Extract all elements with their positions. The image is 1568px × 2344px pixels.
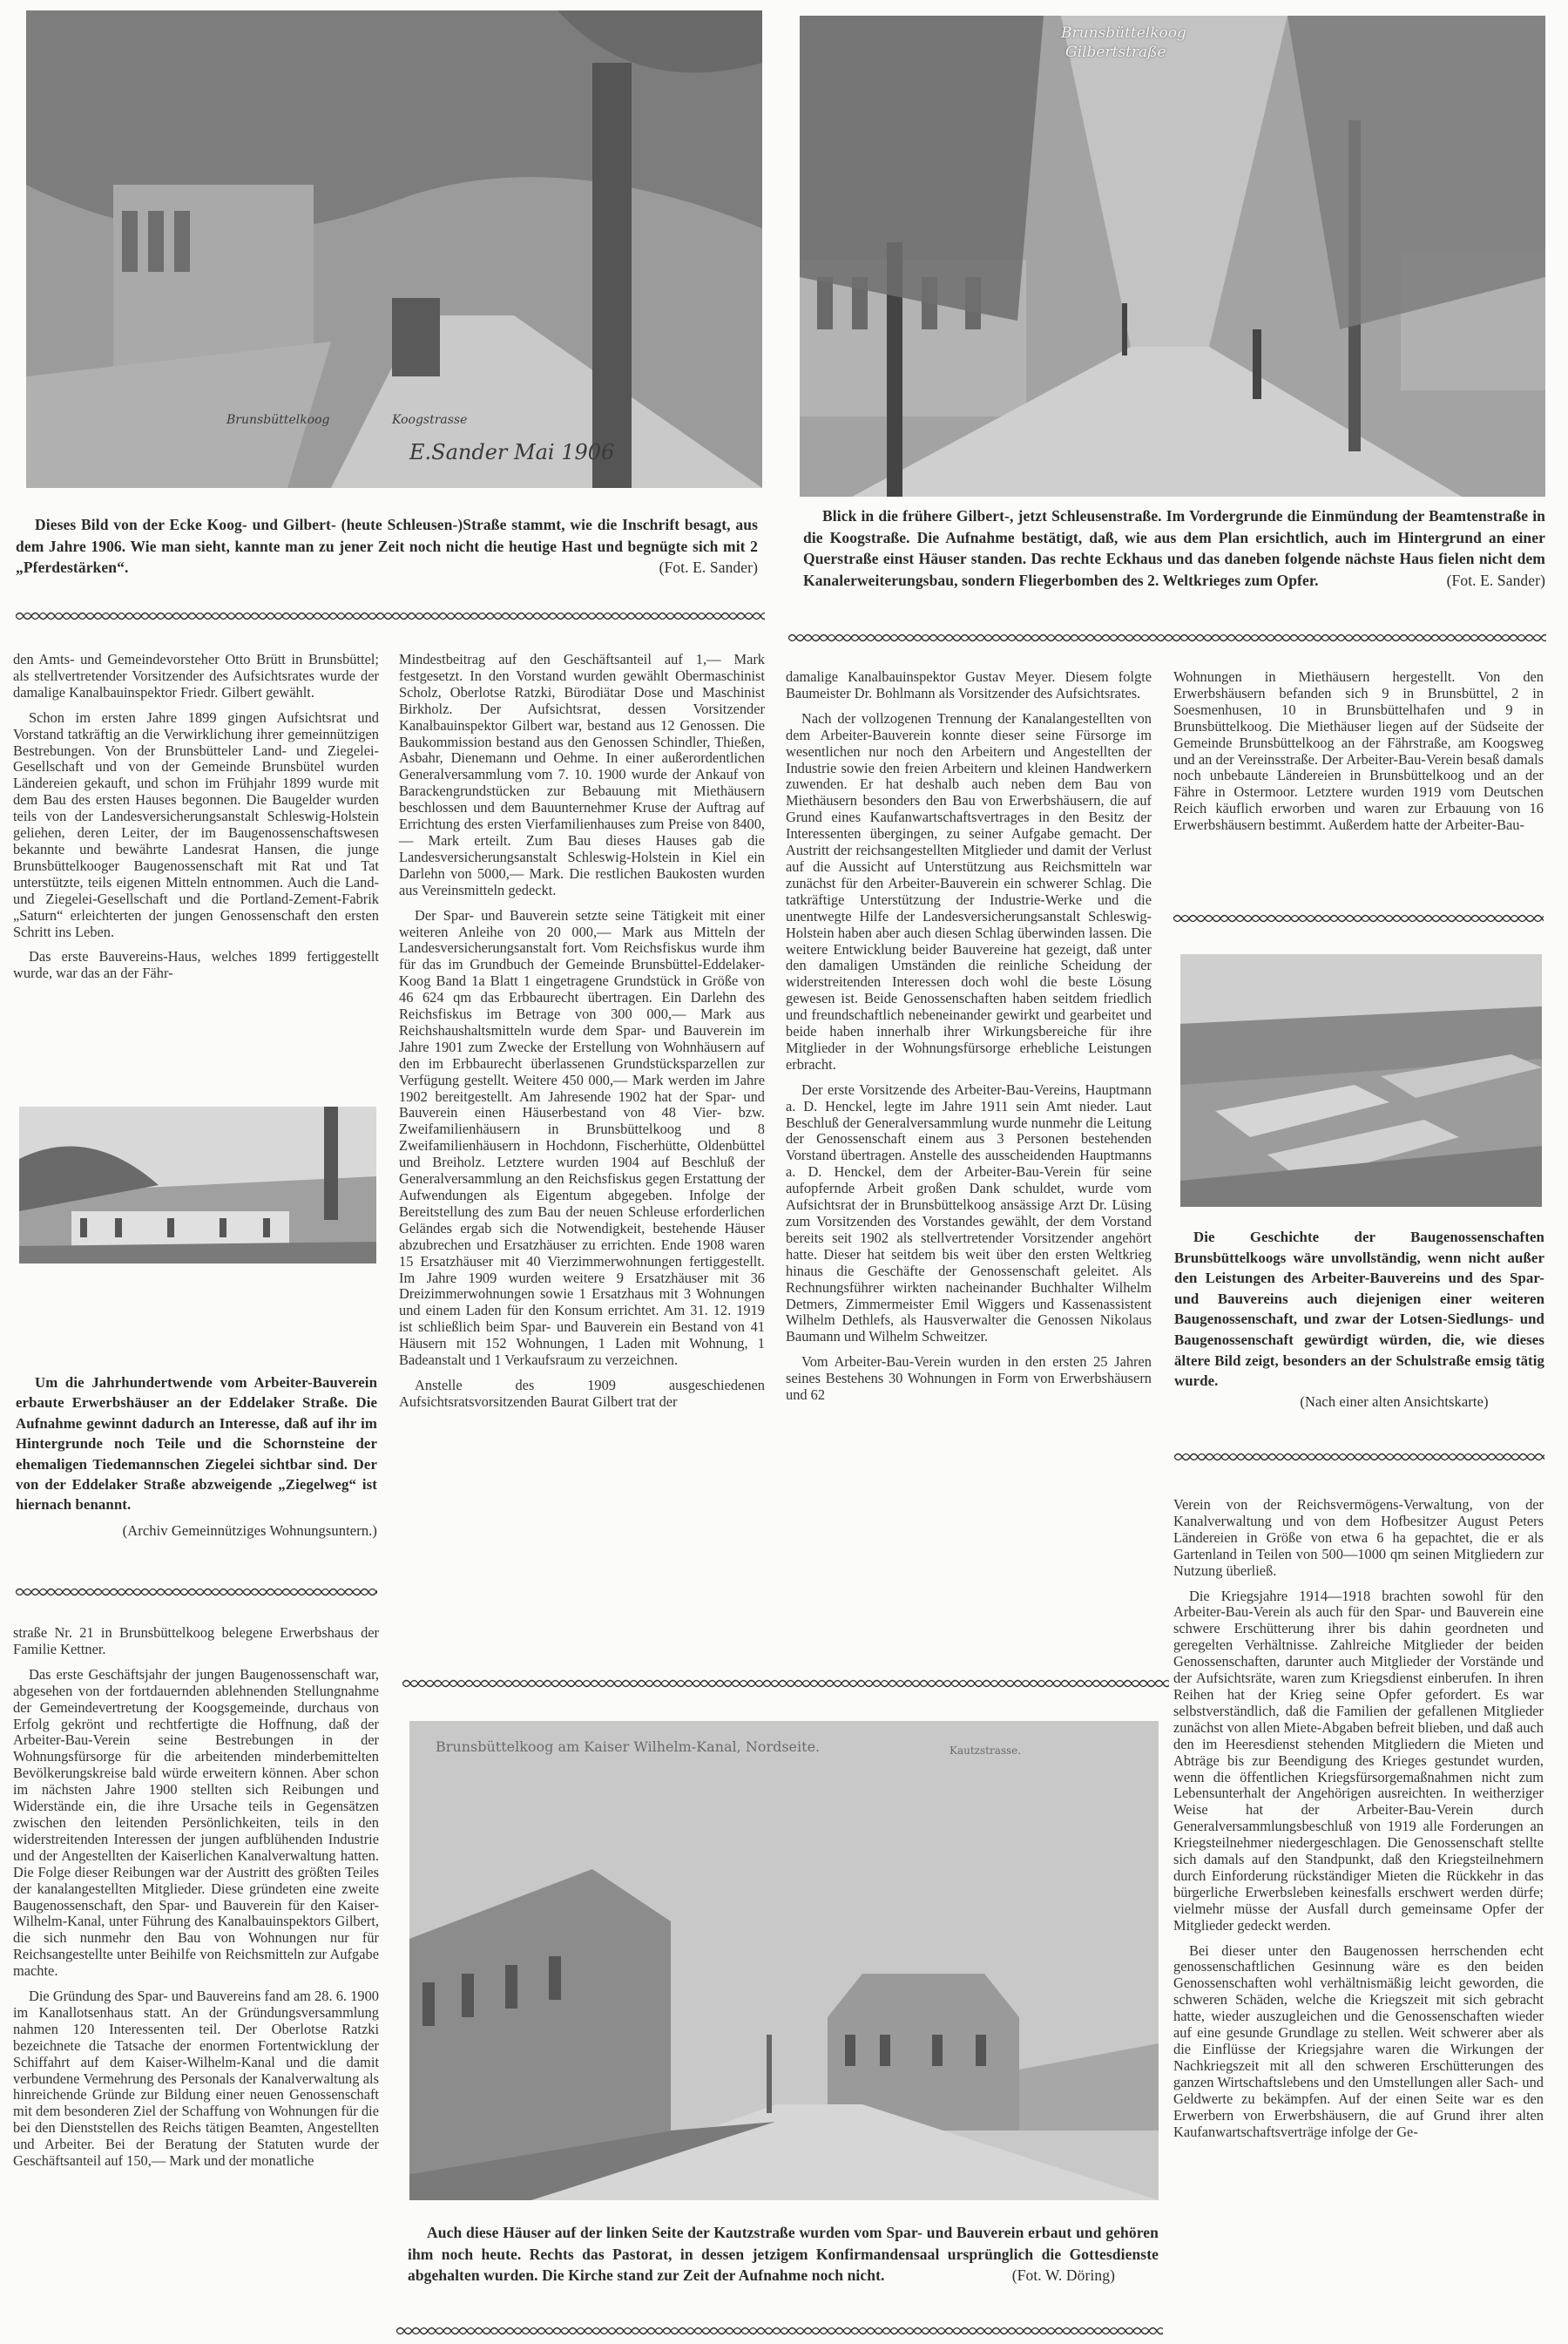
paragraph: Der Spar- und Bauverein setzte seine Tätigkeit mit einer weiteren Anleihe von 20 000,— Mark aus Mitteln der Landesversicherungsanstalt fort. Vom Reichsfiskus wurde ihm für das im Grundbuch der Gemeinde Brunsbüttel-Eddelaker-Koog Band 1a Blatt 1 eingetragene Grundstück in Größe von 46 624 qm das Erbbaurecht übertragen. Ein Darlehn des Reichsfiskus im Betrage von 300 000,— Mark aus Reichshaushaltsmitteln wurde dem Spar- und Bauverein im Jahre 1901 zum Zwecke der Erstellung von Wohnhäusern auf den im Erbbaurecht überlassenen Grundstücksparzellen zur Verfügung gestellt. Weitere 450 000,— Mark werden im Jahre 1902 bereitgestellt. Am Jahresende 1902 hat der Spar- und Bauverein einen Häuserbestand von 48 Vier- bzw. Zweifamilienhäusern in Brunsbüttelkoog und 8 Zweifamilienhäusern in Hochdonn, Fischerhütte, Oldenbüttel und Breiholz. Letztere wurden 1904 auf Beschluß der Generalversammlung an den Reichsfiskus gegen Erstattung der Aufwendungen als Eigentum abgegeben. Infolge der Bereitstellung des zum Bau der neuen Schleuse erforderlichen Geländes ergab sich die Notwendigkeit, bestehende Häuser abzubrechen und Ersatzhäuser zu errichten. Ende 1908 waren 15 Ersatzhäuser mit 40 Vierzimmerwohnungen fertiggestellt. Im Jahre 1909 wurden weitere 9 Ersatzhäuser mit 36 Dreizimmerwohnungen sowie 1 Ersatzhaus mit 3 Wohnungen und einem Laden für den Konsum errichtet. Am 31. 12. 1919 ist schließlich beim Spar- und Bauverein ein Bestand von 41 Häusern mit 152 Wohnungen, 1 Laden mit Wohnung, 1 Badeanstalt und 1 Verkaufsraum zu verzeichnen. (399, 906, 765, 1369)
ornamental-divider (396, 2325, 1163, 2337)
ornamental-divider (1173, 912, 1544, 925)
aerial-town-illustration (1180, 954, 1542, 1207)
article-column-1-bottom (13, 1625, 379, 2178)
photo-credit: (Archiv Gemeinnütziges Wohnungsuntern.) (122, 1521, 377, 1539)
photo-label-place: Brunsbüttelkoog am Kaiser Wilhelm-Kanal, Nordseite. (436, 1738, 821, 1755)
paragraph: Schon im ersten Jahre 1899 gingen Aufsichtsrat und Vorstand tatkräftig an die Verwirklichung ihrer gemeinnützigen Bestrebungen. Von der Brunsbütteler Land- und Ziegelei-Gesellschaft und von der Gemeinde Brunsbütel wurden Ländereien gekauft, und schon im Frühjahr 1899 wurde mit dem Bau des ersten Hauses begonnen. Die Baugelder wurden teils von der Landesversicherungsanstalt Schleswig-Holstein geliehen, deren Leiter, der im Baugenossenschaftswesen bekannte und bewährte Landesrat Hansen, die junge Brunsbüttelkooger Baugenossenschaft mit Rat und Tat unterstützte, teils eigenen Mitteln entnommen. Auch die Land- und Ziegelei-Gesellschaft und die Portland-Zement-Fabrik „Saturn“ erleichterten der jungen Genossenschaft den ersten Schritt ins Leben. (13, 708, 379, 940)
ornamental-divider (16, 610, 765, 622)
paragraph: straße Nr. 21 in Brunsbüttelkoog belegene Erwerbshaus der Familie Kettner. (13, 1624, 379, 1657)
caption-text: Dieses Bild von der Ecke Koog- und Gilbert- (heute Schleusen-)Straße stammt, wie die Inschrift besagt, aus dem Jahre 1906. Wie man sieht, kannte man zu jener Zeit noch nicht die heutige Hast und begnügte sich mit 2 „Pferdestärken“. (16, 516, 758, 576)
ornamental-divider (1174, 1451, 1544, 1463)
paragraph: Der erste Vorsitzende des Arbeiter-Bau-Vereins, Hauptmann a. D. Henckel, legte im Jahre 1911 sein Amt nieder. Laut Beschluß der Generalversammlung wurde nunmehr die Leitung der Genossenschaft einem aus 3 Personen bestehenden Vorstand übertragen. Anstelle des ausscheidenden Hauptmanns a. D. Henckel, dem der Arbeiter-Bau-Verein für seine aufopfernde Arbeit großen Dank schuldet, wurde vom Aufsichtsrat der in Brunsbüttelkoog ansässige Arzt Dr. Lüsing zum Vorsitzenden des Vorstandes gewählt, der dem Vorstand bereits seit 1902 als stellvertretender Vorsitzender angehört hatte. Dieser hat seitdem bis weit über den ersten Weltkrieg hinaus die Geschäfte der Genossenschaft geleitet. Als Rechnungsführer wirkten nacheinander Buchhalter Wilhelm Detmers, Zimmermeister Emil Wiggers und Kassenassistent Wilhelm Dethlefs, als Hausverwalter die Genossen Nikolaus Baumann und Wilhelm Schweitzer. (786, 1081, 1152, 1345)
paragraph: Nach der vollzogenen Trennung der Kanalangestellten von dem Arbeiter-Bauverein konnte dieser seine Fürsorge im wesentlichen nur noch den Arbeitern und Angestellten der Industrie sowie den freien Arbeitern und kleinen Handwerkern zuwenden. Er hat deshalb auch neben dem Bau von Miethäusern besonders den Bau von Erwerbshäusern, die auf Grund eines Kaufanwartschaftsvertrages in den Besitz der Interessenten übergingen, zu seiner Aufgabe gemacht. Der Austritt der reichsangestellten Mitglieder und damit der Verlust auf die Aussicht auf Unterstützung aus Reichsmitteln war zunächst für den Arbeiter-Bauverein ein schwerer Schlag. Die tatkräftige Unterstützung der Industrie-Werke und die unentwegte Hilfe der Landesversicherungsanstalt Schleswig-Holstein haben aber auch diesen Schlag überwinden lassen. Die weitere Entwicklung beider Bauvereine hat gezeigt, daß unter den damaligen Umständen die reinliche Scheidung der widerstreitenden Interessen doch wohl die beste Lösung gewesen ist. Beide Genossenschaften haben seitdem friedlich und freundschaftlich nebeneinander gewirkt und gearbeitet und beide haben innerhalb ihrer Wirkungsbereiche für ihre Mitglieder in der Wohnungsfürsorge erhebliche Leistungen erbracht. (786, 709, 1152, 1073)
photo-label-street: Gilbertstraße (1065, 44, 1166, 61)
caption-text: Die Geschichte der Baugenossenschaften Brunsbüttelkoogs wäre unvollständig, wenn nicht außer den Leistungen des Arbeiter-Bauvereins und des Spar- und Bauvereins auch diejenigen einer weiteren Baugenossenschaft, und zwar der Lotsen-Siedlungs- und Baugenossenschaft gewürdigt würden, die, wie dieses ältere Bild zeigt, besonders an der Schulstraße emsig tätig wurde. (1174, 1229, 1544, 1390)
ornamental-divider (16, 1586, 377, 1598)
caption-kautzstrasse (408, 2222, 1159, 2286)
caption-text: Um die Jahrhundertwende vom Arbeiter-Bauverein erbaute Erwerbshäuser an der Eddelaker Straße. Die Aufnahme gewinnt dadurch an Interesse, daß auf ihr im Hintergrunde noch Teile und die Schornsteine der ehemaligen Tiedemannschen Ziegelei sichtbar sind. Der von der Eddelaker Straße abzweigende „Ziegelweg“ ist hiernach benannt. (16, 1374, 377, 1514)
caption-koogstrasse (16, 514, 758, 579)
ornamental-divider (402, 1677, 1169, 1690)
paragraph: Verein von der Reichsvermögens-Verwaltung, von der Kanalverwaltung und von dem Hofbesitzer August Peters Ländereien in Größe von etwa 6 ha gepachtet, die er als Gartenland in Teilen von 500—1000 qm seinen Mitgliedern zur Nutzung überließ. (1173, 1496, 1544, 1579)
photo-gilbertstrasse (800, 16, 1545, 497)
caption-gilbertstrasse (803, 505, 1545, 591)
ornamental-divider (788, 632, 1546, 644)
houses-illustration (19, 1107, 376, 1263)
caption-eddelaker-strasse (16, 1372, 377, 1541)
photo-kautzstrasse (409, 1721, 1159, 2200)
paragraph: Das erste Geschäftsjahr der jungen Baugenossenschaft war, abgesehen von der fortdauernden ablehnenden Stellungnahme der Gemeindevertretung der Koogsgemeinde, durchaus von Erfolg gekrönt und rechtfertigte die Hoffnung, daß der Arbeiter-Bau-Verein seine Bestrebungen in der Wohnungsfürsorge für die arbeitenden minderbemittelten Bevölkerungskreise bald würde erweitern können. Aber schon im nächsten Jahre 1900 stellten sich Reibungen und Widerstände ein, die ihre Ursache teils in Gegensätzen zwischen den leitenden Persönlichkeiten, teils in den widerstreitenden Interessen der jungen aufblühenden Industrie und der Angestellten der Kaiserlichen Kanalverwaltung hatten. Die Folge dieser Reibungen war der Austritt des größten Teiles der kanalangestellten Mitglieder. Diese gründeten eine zweite Baugenossenschaft, den Spar- und Bauverein für den Kaiser-Wilhelm-Kanal, unter Führung des Kanalbauinspektors Gilbert, die sich nunmehr den Bau von Wohnungen nur für Reichsangestellte unter Beihilfe von Reichsmitteln zur Aufgabe machte. (13, 1665, 379, 1980)
photo-credit: (Fot. E. Sander) (1446, 571, 1545, 589)
paragraph: Das erste Bauvereins-Haus, welches 1899 fertiggestellt wurde, war das an der Fähr- (13, 948, 379, 982)
article-column-4-top (1173, 669, 1544, 843)
caption-text: Auch diese Häuser auf der linken Seite der Kautzstraße wurden vom Spar- und Bauverein erbaut und gehören ihm noch heute. Rechts das Pastorat, in dessen jetzigem Konfirmandensaal ursprünglich die Gottesdienste abgehalten wurden. Die Kirche stand zur Zeit der Aufnahme noch nicht. (408, 2224, 1159, 2284)
photo-schulstrasse-aerial (1180, 954, 1542, 1207)
paragraph: den Amts- und Gemeindevorsteher Otto Brütt in Brunsbüttel; als stellvertretender Vorsitzender des Aufsichtsrates wurde der damalige Kanalbauinspektor Friedr. Gilbert gewählt. (13, 651, 379, 701)
paragraph: Vom Arbeiter-Bau-Verein wurden in den ersten 25 Jahren seines Bestehens 30 Wohnungen in Form von Erwerbshäusern und 62 (786, 1353, 1152, 1404)
caption-schulstrasse (1174, 1227, 1544, 1412)
article-column-3 (786, 669, 1152, 1412)
street-scene-illustration (800, 16, 1545, 497)
photo-credit: (Fot. E. Sander) (659, 559, 758, 576)
street-scene-illustration (409, 1721, 1159, 2200)
paragraph: Wohnungen in Miethäusern hergestellt. Von den Erwerbshäusern befanden sich 9 in Brunsbüttel, 2 in Soesmenhusen, 10 in Brunsbüttelhafen und 9 in Brunsbüttelkoog. Die Miethäuser liegen auf der Südseite der Gemeinde Brunsbüttelkoog an der Fährstraße, am Koogsweg und an der Vereinsstraße. Der Arbeiter-Bau-Verein besaß damals noch unbebaute Ländereien in Brunsbüttelkoog und an der Fähre in Ostermoor. Letztere wurden 1919 vom Deutschen Reich käuflich erworben und waren zur Erbauung von 16 Erwerbshäusern bestimmt. Außerdem hatte der Arbeiter-Bau- (1173, 668, 1544, 834)
photo-label-place: Brunsbüttelkoog (1061, 24, 1186, 42)
caption-text: Blick in die frühere Gilbert-, jetzt Schleusenstraße. Im Vordergrunde die Einmündung der Beamtenstraße in die Koogstraße. Die Aufnahme bestätigt, daß, wie aus dem Plan ersichtlich, auch im Hintergrund an einer Querstraße einst Häuser standen. Das rechte Eckhaus und das daneben folgende nächste Haus fielen nicht dem Kanalerweiterungsbau, sondern Fliegerbomben des 2. Weltkrieges zum Opfer. (803, 507, 1545, 589)
photo-credit: (Nach einer alten Ansichtskarte) (1300, 1392, 1489, 1410)
photo-label-street: Kautzstrasse. (950, 1744, 1022, 1757)
paragraph: Die Gründung des Spar- und Bauvereins fand am 28. 6. 1900 im Kanallotsenhaus statt. An der Gründungsversammlung nahmen 120 Interessenten teil. Der Oberlotse Ratzki bezeichnete die Tatsache der enormen Fortentwicklung der Schiffahrt auf dem Kaiser-Wilhelm-Kanal und die damit verbundene Vermehrung des Personals der Kanalverwaltung als hinreichende Gründe zur Bildung einer neuen Genossenschaft mit dem besonderen Ziel der Schaffung von Wohnungen für die bei den Dienststellen des Reichs tätigen Beamten, Angestellten und Arbeiter. Bei der Beratung der Statuten wurde der Geschäftsanteil auf 150,— Mark und der monatliche (13, 1988, 379, 2170)
article-column-1-top (13, 652, 379, 991)
paragraph: Bei dieser unter den Baugenossen herrschenden echt genossenschaftlichen Gesinnung wäre es den beiden Genossenschaften wohl verhältnismäßig leicht geworden, die schweren Schäden, welche die Kriegszeit mit sich gebracht hatte, wieder auszugleichen und die Genossenschaften wieder auf eine gesunde Grundlage zu stellen. Weit schwerer aber als die Einflüsse der Kriegsjahre waren die Wirkungen der Nachkriegszeit mit all den schweren Erschütterungen des ganzen Wirtschaftslebens und den Umstellungen aller Sach- und Geldwerte zu bekämpfen. Auf der einen Seite war es den Erwerbern von Erwerbshäusern, die auf Grund ihrer alten Kaufanwartschaftsverträge infolge der Ge- (1173, 1941, 1544, 2140)
photo-koogstrasse-1906 (26, 10, 762, 488)
paragraph: Anstelle des 1909 ausgeschiedenen Aufsichtsratsvorsitzenden Baurat Gilbert trat der (399, 1376, 765, 1410)
article-column-4-bottom (1173, 1497, 1544, 2149)
paragraph: damalige Kanalbauinspektor Gustav Meyer. Diesem folgte Baumeister Dr. Bohlmann als Vorsitzender des Aufsichtsrates. (786, 668, 1152, 701)
photo-eddelaker-strasse (19, 1107, 376, 1263)
photo-label-place: Brunsbüttelkoog (226, 413, 330, 427)
paragraph: Mindestbeitrag auf den Geschäftsanteil auf 1,— Mark festgesetzt. In den Vorstand wurden gewählt Obermaschinist Scholz, Oberlotse Ratzki, Bürodiätar Dose und Maschinist Birkholz. Der Aufsichtsrat, dessen Vorsitzender Kanalbauinspektor Gilbert war, bestand aus 12 Genossen. Die Baukommission bestand aus den Genossen Schindler, Thießen, Asbahr, Dienemann und Oehme. In einer außerordentlichen Generalversammlung vom 7. 10. 1900 wurde der Ankauf von Barackengrundstücken zur Bebauung mit Miethäusern beschlossen und dem Bauunternehmer Kruse der Auftrag auf Errichtung des ersten Vierfamilienhauses zum Preise von 8400,— Mark erteilt. Zum Bau dieses Hauses gab die Landesversicherungsanstalt Schleswig-Holstein in Kiel ein Darlehn von 5000,— Mark. Die restlichen Baukosten wurden aus Vereinsmitteln gedeckt. (399, 651, 765, 898)
article-column-2 (399, 652, 765, 1419)
photo-credit: (Fot. W. Döring) (1011, 2266, 1115, 2284)
photo-label-street: Koogstrasse (392, 413, 468, 427)
paragraph: Die Kriegsjahre 1914—1918 brachten sowohl für den Arbeiter-Bau-Verein als auch für den Spar- und Bauverein eine schwere Erschütterung ihrer bis dahin geordneten und geregelten Verhältnisse. Zahlreiche Mitglieder der beiden Genossenschaften, darunter auch Mitglieder der Vorstände und der Aufsichtsräte, waren zum Kriegsdienst einberufen. In ihren Reihen hat der Krieg seine Opfer gefordert. Es war selbstverständlich, daß die Familien der gefallenen Mitglieder zunächst von allen Miete-Abgaben befreit blieben, und daß auch den im Heeresdienst stehenden Mitgliedern die Mieten und Abträge bis zur Beendigung des Krieges gestundet wurden, wenn die öffentlichen Kriegsfürsorgemaßnahmen nicht zum Lebensunterhalt der Angehörigen ausreichten. In weitherziger Weise hat der Arbeiter-Bau-Verein durch Generalversammlungsbeschluß von 1919 alle Forderungen an Kriegsteilnehmer niedergeschlagen. Die Genossenschaft stellte sich damals auf den Standpunkt, daß den Kriegsteilnehmern durch Einforderung rückständiger Mieten die Rückkehr in das bürgerliche Erwerbsleben keinesfalls erschwert werden dürfe; vielmehr müsse der Ausfall durch gemeinsame Opfer der Mitglieder gedeckt werden. (1173, 1587, 1544, 1934)
photo-label-signature: E.Sander Mai 1906 (409, 440, 615, 464)
